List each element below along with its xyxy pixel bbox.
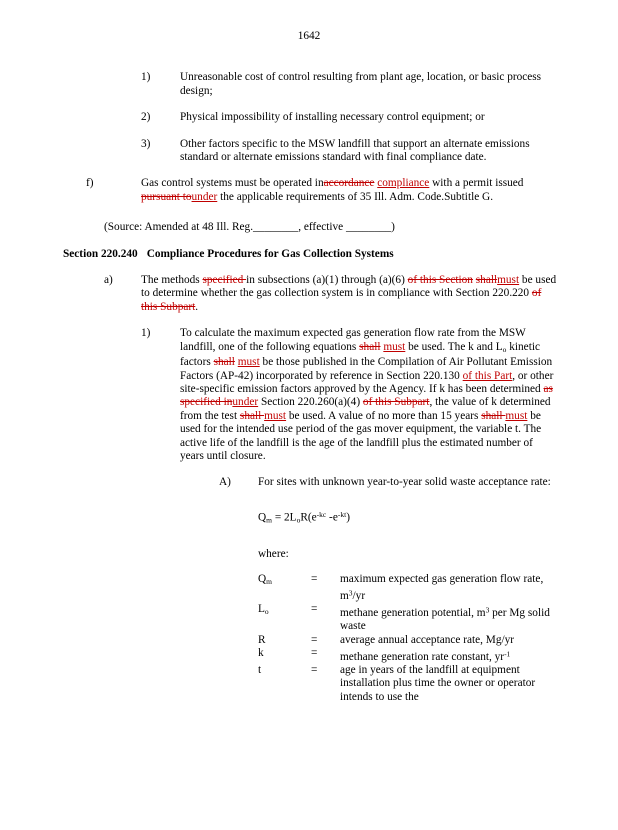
definition-variable: k: [258, 647, 264, 660]
list-item-1-text: Unreasonable cost of control resulting from plant age, location, or basic process design;: [180, 71, 542, 97]
definition-text: methane generation potential, $m^3$ per Mg solid waste: [340, 605, 550, 633]
list-item-2-label: 2): [141, 111, 151, 124]
source-note: [0, 221, 557, 234]
list-item-a1-label: 1): [141, 327, 151, 340]
equals-sign: =: [311, 664, 318, 676]
list-item-a: [0, 274, 557, 314]
list-item-A-text: For sites with unknown year-to-year solid waste acceptance rate:: [258, 476, 551, 489]
equation-text: $Qm = 2LoR(e^{-kc}$ $-e^{-kt}$): [258, 509, 350, 525]
list-item-3: [0, 138, 557, 165]
where-label-text: where:: [258, 547, 289, 560]
source-note-text: (Source: Amended at 48 Ill. Reg.________, effective ________): [104, 221, 395, 234]
list-item-f: [0, 177, 557, 204]
equals-sign: =: [311, 633, 318, 646]
list-item-a-label: a): [104, 274, 113, 287]
equation: [0, 508, 557, 527]
list-item-2: [0, 111, 557, 124]
definition-row-k: [0, 647, 557, 664]
equals-sign: =: [311, 573, 318, 586]
list-item-f-label: f): [86, 177, 94, 190]
definition-text: maximum expected gas generation flow rate, $m^3/yr$: [340, 573, 544, 602]
list-item-a-text: The methods specified in subsections (a)(1) through (a)(6) of this Section shallmust be used to determine whether the gas collection system is in compliance with Section 220.220 of this Subpart.: [141, 274, 557, 313]
definition-row-t: [0, 664, 557, 704]
definition-variable: t: [258, 664, 262, 676]
definition-row-qm: [0, 573, 557, 603]
definition-row-lo: [0, 603, 557, 633]
definition-variable: Qm: [258, 573, 273, 587]
definition-text: age in years of the landfill at equipment installation plus time the owner or operator intends to use the: [340, 664, 536, 703]
definition-variable: R: [258, 633, 266, 646]
list-item-f-text: Gas control systems must be operated inaccordance compliance with a permit issued pursuant tounder the applicable requirements of 35 Ill. Adm. Code.Subtitle G.: [141, 177, 524, 203]
definition-text: average annual acceptance rate, Mg/yr: [340, 633, 515, 646]
list-item-1: [0, 71, 557, 98]
list-item-A: [0, 476, 557, 489]
definition-row-r: [0, 634, 557, 647]
list-item-a1-text: To calculate the maximum expected gas generation flow rate from the MSW landfill, one of the following equations shall must be used. The k and Lo kinetic factors shall must be those published in the Compilation of Air Pollutant Emission Factors (AP-42) incorporated by reference in Section 220.130 of this Part, or other site-specific emission factors approved by the Agency. If k has been determined as specified inunder Section 220.260(a)(4) of this Subpart, the value of k determined from the test shall must be used. A value of no more than 15 years shall must be used for the intended use period of the gas mover equipment, the variable t. The active life of the landfill is the age of the landfill plus the estimated number of years until closure.: [180, 327, 554, 462]
page-number: 1642: [297, 30, 321, 42]
list-item-A-label: A): [219, 476, 231, 489]
list-item-2-text: Physical impossibility of installing necessary control equipment; or: [180, 111, 485, 124]
list-item-3-text: Other factors specific to the MSW landfill that support an alternate emissions standard or alternate emissions standard with final compliance date.: [180, 137, 530, 164]
where-label: [0, 548, 557, 561]
definition-text: methane generation rate constant, $yr^{-1}$: [340, 649, 511, 663]
equals-sign: =: [311, 647, 318, 660]
equals-sign: =: [311, 603, 318, 616]
section-heading: [0, 248, 557, 261]
section-heading-number: Section 220.240: [63, 247, 138, 260]
list-item-1-label: 1): [141, 71, 151, 84]
definition-variable: Lo: [258, 603, 269, 617]
list-item-a1: [0, 327, 557, 463]
document-page: [0, 30, 618, 704]
section-heading-title: Compliance Procedures for Gas Collection Systems: [146, 247, 394, 260]
list-item-3-label: 3): [141, 137, 151, 150]
